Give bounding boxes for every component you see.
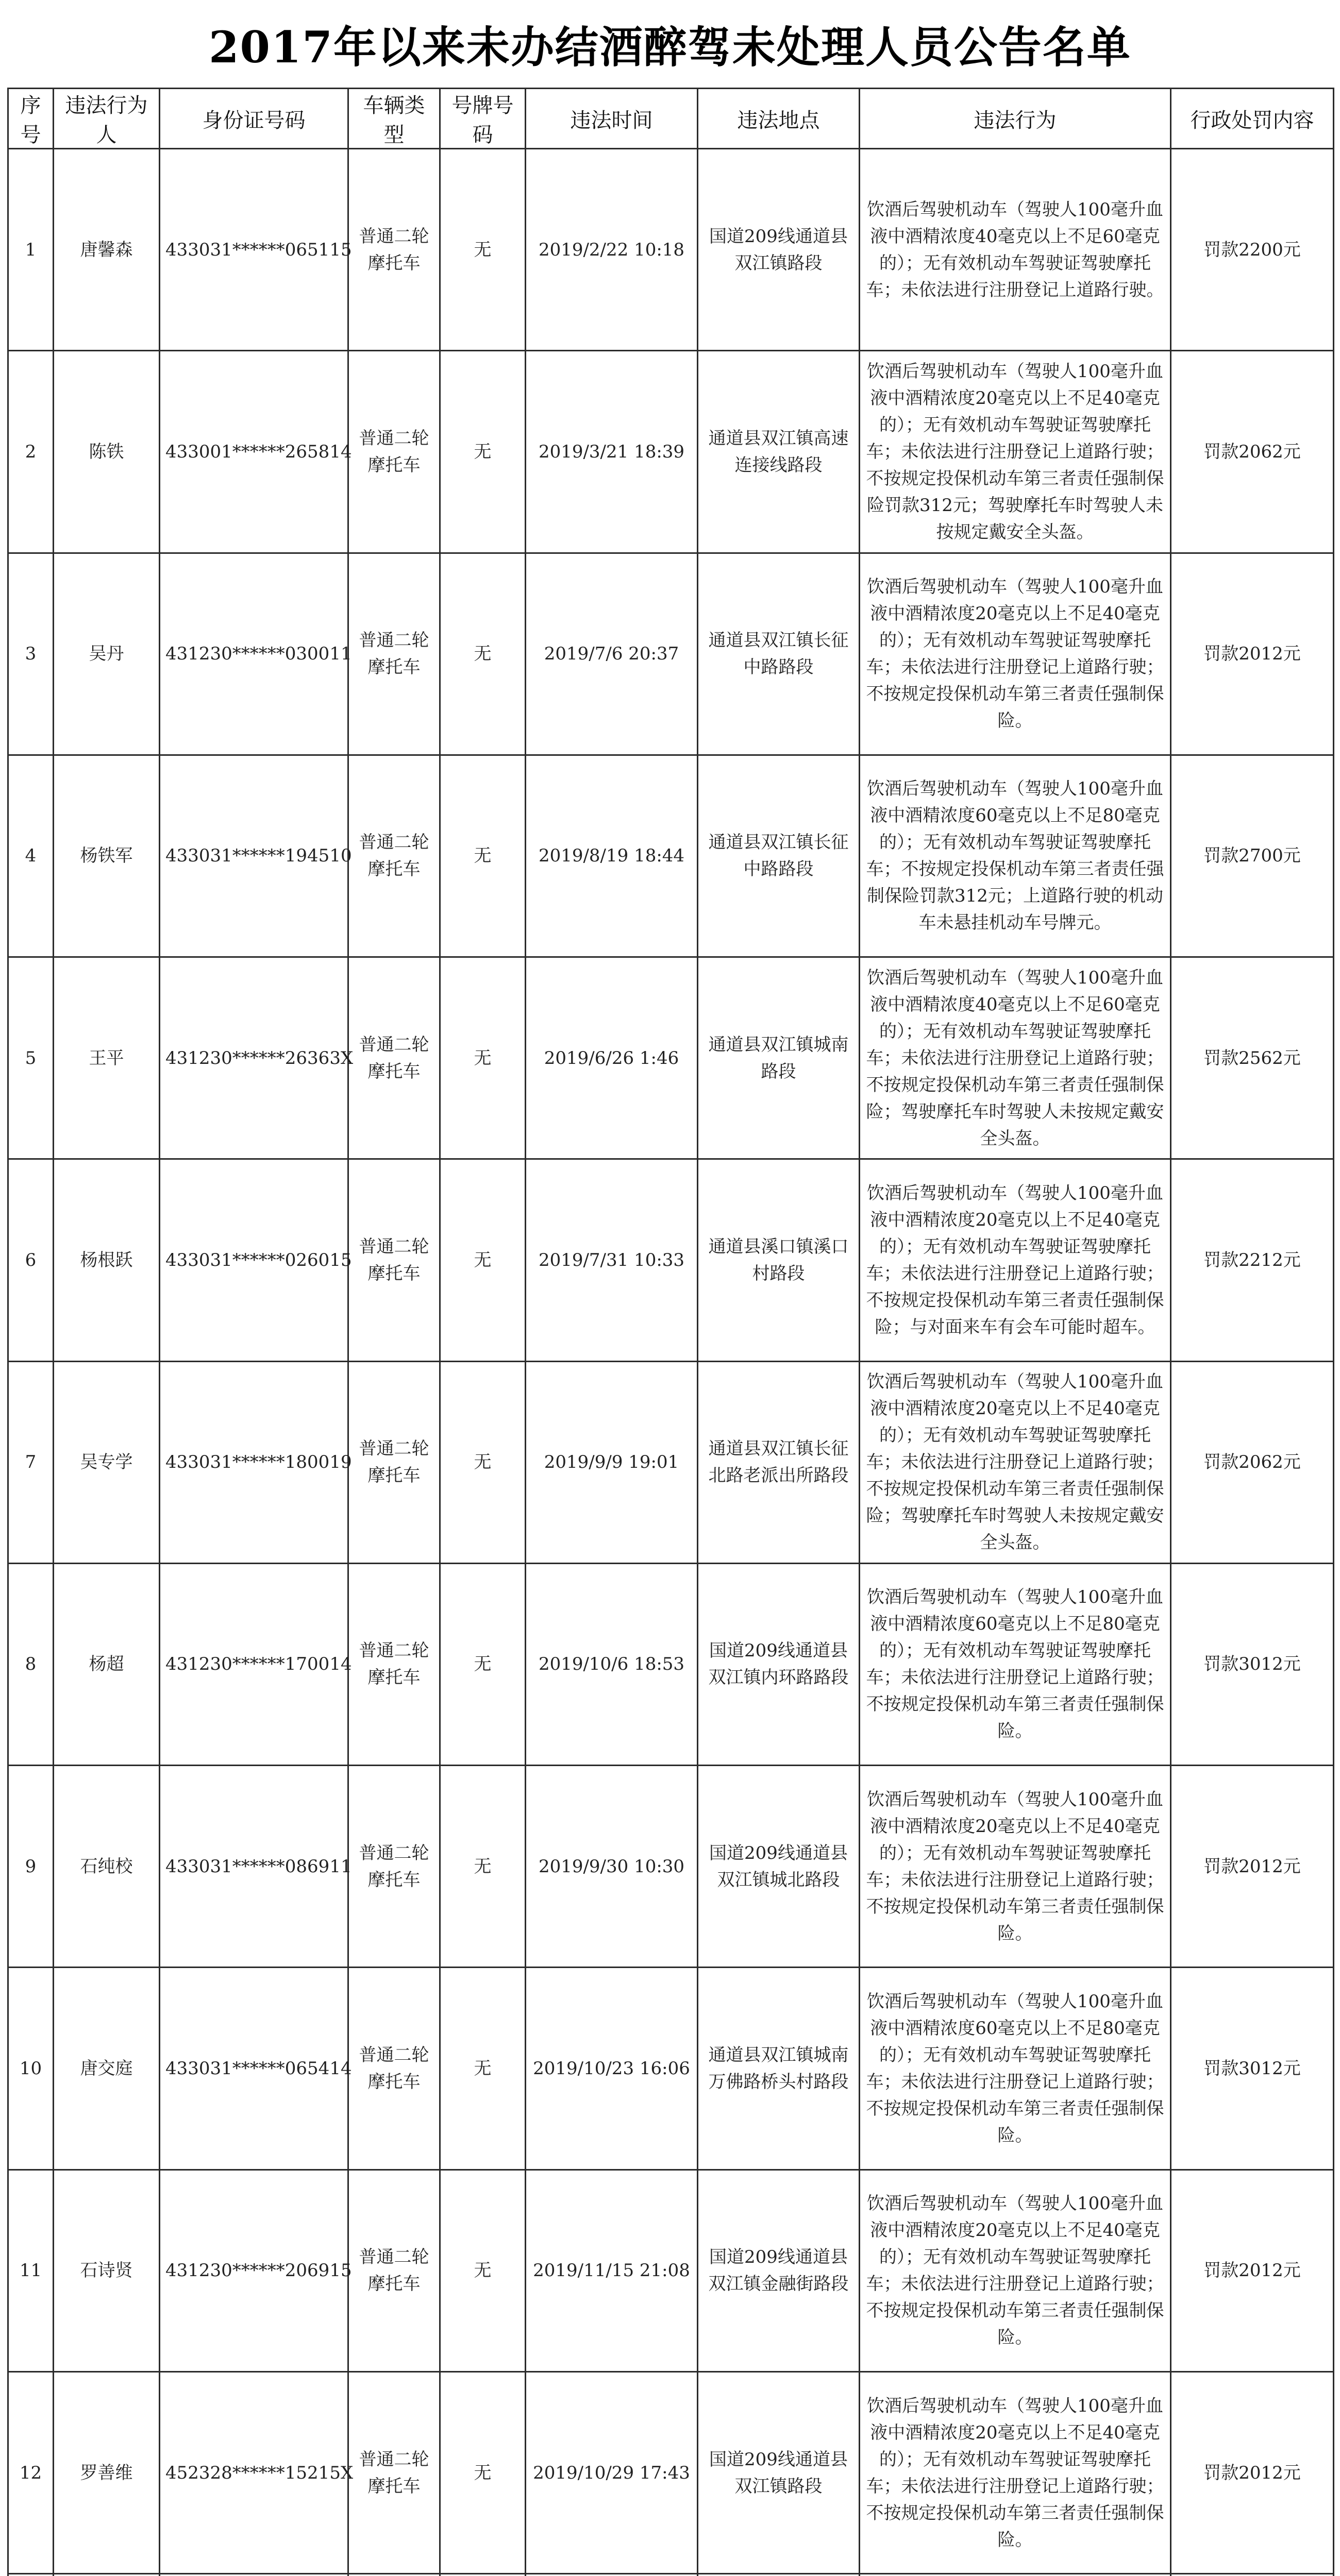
table-row xyxy=(8,149,1334,351)
violation-place: 国道209线通道县双江镇城北路段 xyxy=(698,1766,860,1968)
violation-time: 2019/3/21 18:39 xyxy=(526,351,698,553)
violation-act: 饮酒后驾驶机动车（驾驶人100毫升血液中酒精浓度20毫克以上不足40毫克的）；无有效机动车驾驶证驾驶摩托车；未依法进行注册登记上道路行驶；不按规定投保机动车第三者责任强制保险罚款312元；驾驶摩托车时驾驶人未按规定戴安全头盔。 xyxy=(860,351,1171,553)
violation-act: 饮酒后驾驶机动车（驾驶人100毫升血液中酒精浓度20毫克以上不足40毫克的）；无有效机动车驾驶证驾驶摩托车；未依法进行注册登记上道路行驶；不按规定投保机动车第三者责任强制保险。 xyxy=(860,1766,1171,1968)
row-number: 11 xyxy=(8,2170,54,2371)
plate-number: 无 xyxy=(440,1563,526,1765)
vehicle-type: 普通二轮摩托车 xyxy=(348,2371,440,2573)
row-number: 7 xyxy=(8,1361,54,1563)
row-number: 2 xyxy=(8,351,54,553)
id-number: 431230******030011 xyxy=(160,553,348,755)
violation-time: 2019/6/26 1:46 xyxy=(526,957,698,1159)
row-number: 3 xyxy=(8,553,54,755)
vehicle-type: 普通二轮摩托车 xyxy=(348,1766,440,1968)
table-row xyxy=(8,2371,1334,2573)
id-number: 433031******194510 xyxy=(160,755,348,957)
plate-number: 无 xyxy=(440,1361,526,1563)
table-row xyxy=(8,957,1334,1159)
table-row xyxy=(8,553,1334,755)
id-number: 431230******26363X xyxy=(160,957,348,1159)
penalty-content: 罚款2200元 xyxy=(1171,149,1334,351)
plate-number: 无 xyxy=(440,2170,526,2371)
violation-place: 通道县双江镇城南万佛路桥头村路段 xyxy=(698,1968,860,2170)
offender-name: 唐交庭 xyxy=(54,1968,160,2170)
violation-time: 2019/7/6 20:37 xyxy=(526,553,698,755)
vehicle-type xyxy=(348,2574,440,2576)
plate-number: 无 xyxy=(440,755,526,957)
offender-name: 王平 xyxy=(54,957,160,1159)
vehicle-type: 普通二轮摩托车 xyxy=(348,1159,440,1361)
violation-place: 通道县双江镇长征中路路段 xyxy=(698,755,860,957)
violation-time: 2019/11/15 21:08 xyxy=(526,2170,698,2371)
table-row xyxy=(8,1563,1334,1765)
header-cell: 行政处罚内容 xyxy=(1171,89,1334,149)
offender-name: 陈铁 xyxy=(54,351,160,553)
notice-table xyxy=(7,88,1334,2576)
header-cell: 身份证号码 xyxy=(160,89,348,149)
violation-time: 2019/10/6 18:53 xyxy=(526,1563,698,1765)
id-number xyxy=(160,2574,348,2576)
row-number: 6 xyxy=(8,1159,54,1361)
offender-name: 杨铁军 xyxy=(54,755,160,957)
penalty-content: 罚款2062元 xyxy=(1171,1361,1334,1563)
table-row xyxy=(8,351,1334,553)
penalty-content: 罚款2012元 xyxy=(1171,1766,1334,1968)
violation-act: 饮酒后驾驶机动车（驾驶人100毫升血液中酒精浓度60毫克以上不足80毫克的）；无有效机动车驾驶证驾驶摩托车；未依法进行注册登记上道路行驶；不按规定投保机动车第三者责任强制保险。 xyxy=(860,1563,1171,1765)
plate-number: 无 xyxy=(440,351,526,553)
penalty-content: 罚款3012元 xyxy=(1171,1968,1334,2170)
violation-place: 国道209线通道县双江镇内环路路段 xyxy=(698,1563,860,1765)
plate-number: 无 xyxy=(440,149,526,351)
violation-act: 饮酒后驾驶机动车（驾驶人100毫升血液中酒精浓度20毫克以上不足40毫克的）；无有效机动车驾驶证驾驶摩托车；未依法进行注册登记上道路行驶；不按规定投保机动车第三者责任强制保险。 xyxy=(860,2371,1171,2573)
table-row xyxy=(8,2170,1334,2371)
vehicle-type: 普通二轮摩托车 xyxy=(348,957,440,1159)
violation-place: 通道县溪口镇溪口村路段 xyxy=(698,1159,860,1361)
violation-place: 国道209线通道县双江镇路段 xyxy=(698,2371,860,2573)
penalty-content: 罚款2012元 xyxy=(1171,2371,1334,2573)
violation-time xyxy=(526,2574,698,2576)
header-cell: 车辆类型 xyxy=(348,89,440,149)
header-cell: 违法行为人 xyxy=(54,89,160,149)
header-cell: 序号 xyxy=(8,89,54,149)
penalty-content xyxy=(1171,2574,1334,2576)
vehicle-type: 普通二轮摩托车 xyxy=(348,755,440,957)
plate-number: 无 xyxy=(440,1159,526,1361)
offender-name: 吴丹 xyxy=(54,553,160,755)
id-number: 433031******180019 xyxy=(160,1361,348,1563)
violation-act: 饮酒后驾驶机动车（驾驶人100毫升血液中酒精浓度20毫克以上不足40毫克的）；无有效机动车驾驶证驾驶摩托车；未依法进行注册登记上道路行驶；不按规定投保机动车第三者责任强制保险。 xyxy=(860,2170,1171,2371)
row-number: 1 xyxy=(8,149,54,351)
plate-number xyxy=(440,2574,526,2576)
id-number: 433031******065414 xyxy=(160,1968,348,2170)
offender-name: 吴专学 xyxy=(54,1361,160,1563)
row-number: 5 xyxy=(8,957,54,1159)
violation-place: 国道209线通道县双江镇路段 xyxy=(698,149,860,351)
vehicle-type: 普通二轮摩托车 xyxy=(348,149,440,351)
vehicle-type: 普通二轮摩托车 xyxy=(348,1563,440,1765)
row-number: 12 xyxy=(8,2371,54,2573)
violation-time: 2019/7/31 10:33 xyxy=(526,1159,698,1361)
penalty-content: 罚款3012元 xyxy=(1171,1563,1334,1765)
penalty-content: 罚款2562元 xyxy=(1171,957,1334,1159)
vehicle-type: 普通二轮摩托车 xyxy=(348,553,440,755)
violation-act: 饮酒后驾驶机动车（驾驶人100毫升血液中酒精浓度60毫克以上不足80毫克的）；无有效机动车驾驶证驾驶摩托车；不按规定投保机动车第三者责任强制保险罚款312元；上道路行驶的机动车未悬挂机动车号牌元。 xyxy=(860,755,1171,957)
violation-act: 饮酒后驾驶机动车（驾驶人100毫升血液中酒精浓度20毫克以上不足40毫克的）；无有效机动车驾驶证驾驶摩托车；未依法进行注册登记上道路行驶；不按规定投保机动车第三者责任强制保险；与对面来车有会车可能时超车。 xyxy=(860,1159,1171,1361)
table-row xyxy=(8,1766,1334,1968)
violation-time: 2019/10/23 16:06 xyxy=(526,1968,698,2170)
header-row xyxy=(8,89,1334,149)
page-title: 2017年以来未办结酒醉驾未处理人员公告名单 xyxy=(209,21,1131,73)
violation-place: 国道209线通道县双江镇金融街路段 xyxy=(698,2170,860,2371)
offender-name: 石纯校 xyxy=(54,1766,160,1968)
violation-place xyxy=(698,2574,860,2576)
plate-number: 无 xyxy=(440,2371,526,2573)
vehicle-type: 普通二轮摩托车 xyxy=(348,351,440,553)
id-number: 431230******170014 xyxy=(160,1563,348,1765)
header-cell: 违法地点 xyxy=(698,89,860,149)
offender-name: 杨根跃 xyxy=(54,1159,160,1361)
id-number: 433031******026015 xyxy=(160,1159,348,1361)
violation-act xyxy=(860,2574,1171,2576)
header-cell: 号牌号码 xyxy=(440,89,526,149)
row-number xyxy=(8,2574,54,2576)
table-row xyxy=(8,1968,1334,2170)
violation-place: 通道县双江镇高速连接线路段 xyxy=(698,351,860,553)
plate-number: 无 xyxy=(440,553,526,755)
violation-place: 通道县双江镇长征中路路段 xyxy=(698,553,860,755)
violation-place: 通道县双江镇城南路段 xyxy=(698,957,860,1159)
violation-time: 2019/9/9 19:01 xyxy=(526,1361,698,1563)
offender-name: 唐馨森 xyxy=(54,149,160,351)
table-row xyxy=(8,1361,1334,1563)
penalty-content: 罚款2212元 xyxy=(1171,1159,1334,1361)
offender-name xyxy=(54,2574,160,2576)
table-row xyxy=(8,2574,1334,2576)
row-number: 8 xyxy=(8,1563,54,1765)
vehicle-type: 普通二轮摩托车 xyxy=(348,1968,440,2170)
table-body xyxy=(8,149,1334,2576)
violation-act: 饮酒后驾驶机动车（驾驶人100毫升血液中酒精浓度20毫克以上不足40毫克的）；无有效机动车驾驶证驾驶摩托车；未依法进行注册登记上道路行驶；不按规定投保机动车第三者责任强制保险。 xyxy=(860,553,1171,755)
violation-place: 通道县双江镇长征北路老派出所路段 xyxy=(698,1361,860,1563)
header-cell: 违法行为 xyxy=(860,89,1171,149)
id-number: 452328******15215X xyxy=(160,2371,348,2573)
violation-act: 饮酒后驾驶机动车（驾驶人100毫升血液中酒精浓度40毫克以上不足60毫克的）；无有效机动车驾驶证驾驶摩托车；未依法进行注册登记上道路行驶；不按规定投保机动车第三者责任强制保险；驾驶摩托车时驾驶人未按规定戴安全头盔。 xyxy=(860,957,1171,1159)
header-cell: 违法时间 xyxy=(526,89,698,149)
table-row xyxy=(8,1159,1334,1361)
violation-act: 饮酒后驾驶机动车（驾驶人100毫升血液中酒精浓度40毫克以上不足60毫克的）；无有效机动车驾驶证驾驶摩托车；未依法进行注册登记上道路行驶。 xyxy=(860,149,1171,351)
id-number: 433031******086911 xyxy=(160,1766,348,1968)
penalty-content: 罚款2062元 xyxy=(1171,351,1334,553)
id-number: 433001******265814 xyxy=(160,351,348,553)
violation-time: 2019/10/29 17:43 xyxy=(526,2371,698,2573)
offender-name: 罗善维 xyxy=(54,2371,160,2573)
id-number: 431230******206915 xyxy=(160,2170,348,2371)
offender-name: 石诗贤 xyxy=(54,2170,160,2371)
vehicle-type: 普通二轮摩托车 xyxy=(348,2170,440,2371)
table-row xyxy=(8,755,1334,957)
violation-time: 2019/9/30 10:30 xyxy=(526,1766,698,1968)
id-number: 433031******065115 xyxy=(160,149,348,351)
penalty-content: 罚款2012元 xyxy=(1171,553,1334,755)
plate-number: 无 xyxy=(440,1766,526,1968)
plate-number: 无 xyxy=(440,957,526,1159)
violation-time: 2019/8/19 18:44 xyxy=(526,755,698,957)
row-number: 9 xyxy=(8,1766,54,1968)
violation-act: 饮酒后驾驶机动车（驾驶人100毫升血液中酒精浓度60毫克以上不足80毫克的）；无有效机动车驾驶证驾驶摩托车；未依法进行注册登记上道路行驶；不按规定投保机动车第三者责任强制保险。 xyxy=(860,1968,1171,2170)
offender-name: 杨超 xyxy=(54,1563,160,1765)
violation-act: 饮酒后驾驶机动车（驾驶人100毫升血液中酒精浓度20毫克以上不足40毫克的）；无有效机动车驾驶证驾驶摩托车；未依法进行注册登记上道路行驶；不按规定投保机动车第三者责任强制保险；驾驶摩托车时驾驶人未按规定戴安全头盔。 xyxy=(860,1361,1171,1563)
violation-time: 2019/2/22 10:18 xyxy=(526,149,698,351)
penalty-content: 罚款2700元 xyxy=(1171,755,1334,957)
plate-number: 无 xyxy=(440,1968,526,2170)
row-number: 10 xyxy=(8,1968,54,2170)
vehicle-type: 普通二轮摩托车 xyxy=(348,1361,440,1563)
penalty-content: 罚款2012元 xyxy=(1171,2170,1334,2371)
row-number: 4 xyxy=(8,755,54,957)
